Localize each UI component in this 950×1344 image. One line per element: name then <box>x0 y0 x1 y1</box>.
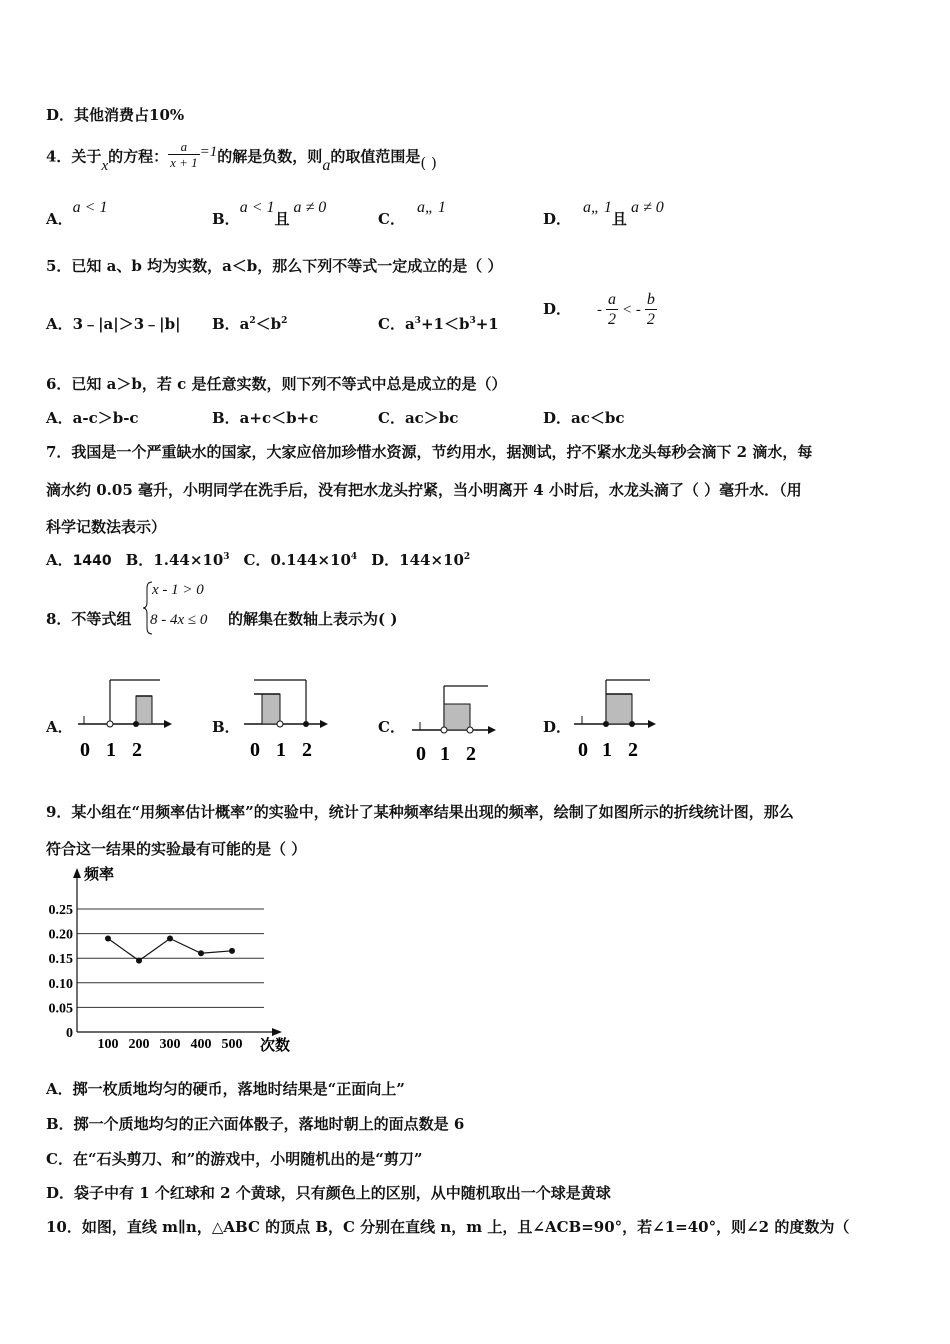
x-tick-label: 300 <box>159 1037 181 1052</box>
axis-arrow <box>648 720 656 728</box>
q7-option-d-base: D．144×10 <box>371 551 464 569</box>
tick-label-1: 1 <box>440 743 450 765</box>
q4-mid1: 的方程： <box>108 147 169 166</box>
tick-label-2: 2 <box>466 743 476 765</box>
chart-x-ticks <box>98 1037 243 1052</box>
question-4-stem <box>46 139 437 174</box>
q8-option-d-label: D． <box>543 718 572 736</box>
q8-system-eq2: 8 - 4x ≤ 0 <box>150 612 208 628</box>
q4-option-a-label: A． <box>46 210 73 228</box>
tick-label-2: 2 <box>132 739 142 761</box>
data-point <box>105 936 111 942</box>
q4-option-d-label: D． <box>543 210 572 228</box>
tick-label-0: 0 <box>578 739 588 761</box>
q8-option-d-numberline <box>568 672 668 764</box>
q6-option-b: B．a+c＜b+c <box>212 409 319 427</box>
x-tick-label: 500 <box>221 1037 243 1052</box>
q5-option-d-label: D． <box>543 299 572 318</box>
q4-option-b-expr1: a < 1 <box>239 199 275 216</box>
x-tick-label: 200 <box>128 1037 150 1052</box>
q9-option-d: D．袋子中有 1 个红球和 2 个黄球，只有颜色上的区别，从中随机取出一个球是黄球 <box>46 1184 611 1202</box>
axis-arrow <box>164 720 172 728</box>
closed-point-2 <box>303 721 309 727</box>
y-tick-label: 0.20 <box>48 927 73 943</box>
question-5-stem: 5．已知 a、b 均为实数，a＜b，那么下列不等式一定成立的是（ ） <box>46 257 503 275</box>
question-10-stem: 10．如图，直线 m∥n，△ABC 的顶点 B，C 分别在直线 n，m 上，且∠ACB=90°，若∠1=40°，则∠2 的度数为（ <box>46 1218 850 1236</box>
y-tick-label: 0.10 <box>48 976 73 992</box>
q5-option-d-neg1: - <box>597 301 603 318</box>
y-tick-label: 0.05 <box>48 1001 73 1017</box>
q4-fraction <box>168 139 200 170</box>
q5-option-d-num2: b <box>646 291 655 308</box>
q8-prefix: 8．不等式组 <box>46 610 132 628</box>
prev-option-d: D．其他消费占10% <box>46 106 185 124</box>
q4-var-x: x <box>101 157 109 174</box>
q8-option-a-numberline <box>70 672 180 764</box>
x-tick-label: 100 <box>97 1037 119 1052</box>
open-point-1 <box>277 721 283 727</box>
x-axis-arrow <box>272 1028 282 1036</box>
q8-option-b-label: B． <box>212 718 240 736</box>
q4-option-a-expr: a < 1 <box>72 199 108 216</box>
hatched-region <box>136 696 152 724</box>
q5-option-c-end: +1 <box>475 315 499 333</box>
q4-option-c <box>378 196 446 228</box>
hatched-region <box>444 704 470 730</box>
q4-option-b-and: 且 <box>274 210 290 228</box>
q4-answer-paren: ( ) <box>420 153 437 172</box>
q5-option-b-mid: ＜b <box>255 315 282 333</box>
q4-option-d <box>543 196 664 228</box>
q7-option-c-base: C．0.144×10 <box>243 551 351 569</box>
chart-grid <box>77 909 264 1007</box>
data-point <box>167 936 173 942</box>
q4-option-b-expr2: a ≠ 0 <box>293 199 327 216</box>
q4-option-c-expr: a„ 1 <box>416 199 446 216</box>
x-tick-label: 400 <box>190 1037 212 1052</box>
chart-y-ticks <box>49 903 74 1041</box>
data-point <box>136 958 142 964</box>
q9-option-c: C．在“石头剪刀、和”的游戏中，小明随机出的是“剪刀” <box>46 1150 423 1168</box>
q4-option-d-expr1: a„ 1 <box>583 199 612 216</box>
q5-option-d-lt: < - <box>622 301 641 318</box>
axis-arrow <box>320 720 328 728</box>
q4-option-a <box>46 196 108 228</box>
tick-label-1: 1 <box>602 739 612 761</box>
q4-option-c-label: C． <box>378 210 405 228</box>
open-point-1 <box>107 721 113 727</box>
question-9-line2: 符合这一结果的实验最有可能的是（ ） <box>46 840 307 858</box>
tick-label-1: 1 <box>276 739 286 761</box>
q4-frac-num: a <box>168 139 200 155</box>
q8-postfix: 的解集在数轴上表示为( ) <box>228 610 398 628</box>
q4-eq: =1 <box>199 143 218 160</box>
closed-point-2 <box>629 721 635 727</box>
open-point-2 <box>467 727 473 733</box>
tick-label-0: 0 <box>250 739 260 761</box>
q7-option-b-exp: 3 <box>223 552 230 562</box>
q9-option-b: B．掷一个质地均匀的正六面体骰子，落地时朝上的面点数是 6 <box>46 1115 465 1133</box>
q5-option-b-exp2: 2 <box>281 316 288 326</box>
q4-prefix: 4．关于 <box>46 147 102 166</box>
series-line <box>108 939 232 961</box>
q5-option-a: A．3﹣|a|＞3﹣|b| <box>46 315 181 333</box>
tick-label-0: 0 <box>80 739 90 761</box>
x-axis-label: 次数 <box>260 1038 291 1054</box>
q6-option-a: A．a-c＞b-c <box>46 409 139 427</box>
q5-option-d <box>543 290 657 329</box>
q8-option-b-numberline <box>236 672 346 764</box>
hatched-region <box>262 694 280 724</box>
q5-option-c <box>378 313 499 334</box>
q5-option-d-num1: a <box>608 291 617 308</box>
q4-option-d-expr2: a ≠ 0 <box>630 199 664 216</box>
tick-label-1: 1 <box>106 739 116 761</box>
q5-option-c-exp1: 3 <box>414 316 421 326</box>
q4-option-b <box>212 196 327 228</box>
q7-option-d-exp: 2 <box>463 552 471 562</box>
q8-option-a-label: A． <box>46 718 73 736</box>
q8-system-eq1: x - 1 > 0 <box>152 582 204 598</box>
q7-option-b-base: B．1.44×10 <box>125 551 224 569</box>
y-tick-label: 0.15 <box>48 952 73 968</box>
q4-frac-den: x + 1 <box>170 155 198 170</box>
y-axis-label: 频率 <box>84 867 115 883</box>
q5-option-b-exp1: 2 <box>249 316 256 326</box>
q8-option-c-numberline <box>404 678 504 768</box>
q7-option-a-label: A． <box>46 551 73 569</box>
q8-option-c-label: C． <box>378 718 405 736</box>
question-7-line3: 科学记数法表示） <box>46 518 167 536</box>
q4-option-d-and: 且 <box>611 210 627 228</box>
tick-label-2: 2 <box>302 739 312 761</box>
data-point <box>229 948 235 954</box>
q5-option-d-frac2 <box>645 290 657 329</box>
q5-option-d-den2: 2 <box>646 311 655 328</box>
tick-label-2: 2 <box>628 739 638 761</box>
q5-option-b-base: B．a <box>212 315 250 333</box>
question-7-line2: 滴水约 0.05 毫升，小明同学在洗手后，没有把水龙头拧紧，当小明离开 4 小时后，水龙头滴了（ ）毫升水．（用 <box>46 481 802 499</box>
q4-var-a: a <box>322 156 331 174</box>
closed-point-2 <box>133 721 139 727</box>
y-tick-label: 0 <box>66 1026 73 1041</box>
q4-option-b-label: B． <box>212 210 240 228</box>
closed-point-1 <box>603 721 609 727</box>
frequency-line-chart <box>40 862 310 1058</box>
q5-option-d-frac1 <box>606 290 618 329</box>
q5-option-c-base: C．a <box>378 315 415 333</box>
q7-option-c-exp: 4 <box>350 552 358 562</box>
q7-option-a-value: 1440 <box>72 553 112 569</box>
question-7-line1: 7．我国是一个严重缺水的国家，大家应倍加珍惜水资源，节约用水，据测试，拧不紧水龙头每秒会滴下 2 滴水，每 <box>46 443 813 461</box>
q6-option-d: D．ac＜bc <box>543 409 625 427</box>
q4-mid2: 的解是负数，则 <box>217 147 323 166</box>
q9-option-a: A．掷一枚质地均匀的硬币，落地时结果是“正面向上” <box>46 1080 405 1098</box>
q5-option-d-den1: 2 <box>608 311 617 328</box>
axis-arrow <box>488 726 496 734</box>
q4-post: 的取值范围是 <box>330 147 421 166</box>
question-9-line1: 9．某小组在“用频率估计概率”的实验中，统计了某种频率结果出现的频率，绘制了如图所示的折线统计图，那么 <box>46 803 794 821</box>
y-axis-arrow <box>73 868 81 878</box>
q7-options <box>46 549 470 570</box>
question-6-stem: 6．已知 a＞b，若 c 是任意实数，则下列不等式中总是成立的是（） <box>46 375 507 393</box>
y-tick-label: 0.25 <box>48 903 73 918</box>
tick-label-0: 0 <box>416 743 426 765</box>
data-point <box>198 950 204 956</box>
hatched-region <box>606 694 632 724</box>
open-point-1 <box>441 727 447 733</box>
q5-option-c-exp2: 3 <box>469 316 476 326</box>
q5-option-c-mid: +1＜b <box>420 315 470 333</box>
q6-option-c: C．ac＞bc <box>378 409 459 427</box>
q5-option-b <box>212 313 287 334</box>
